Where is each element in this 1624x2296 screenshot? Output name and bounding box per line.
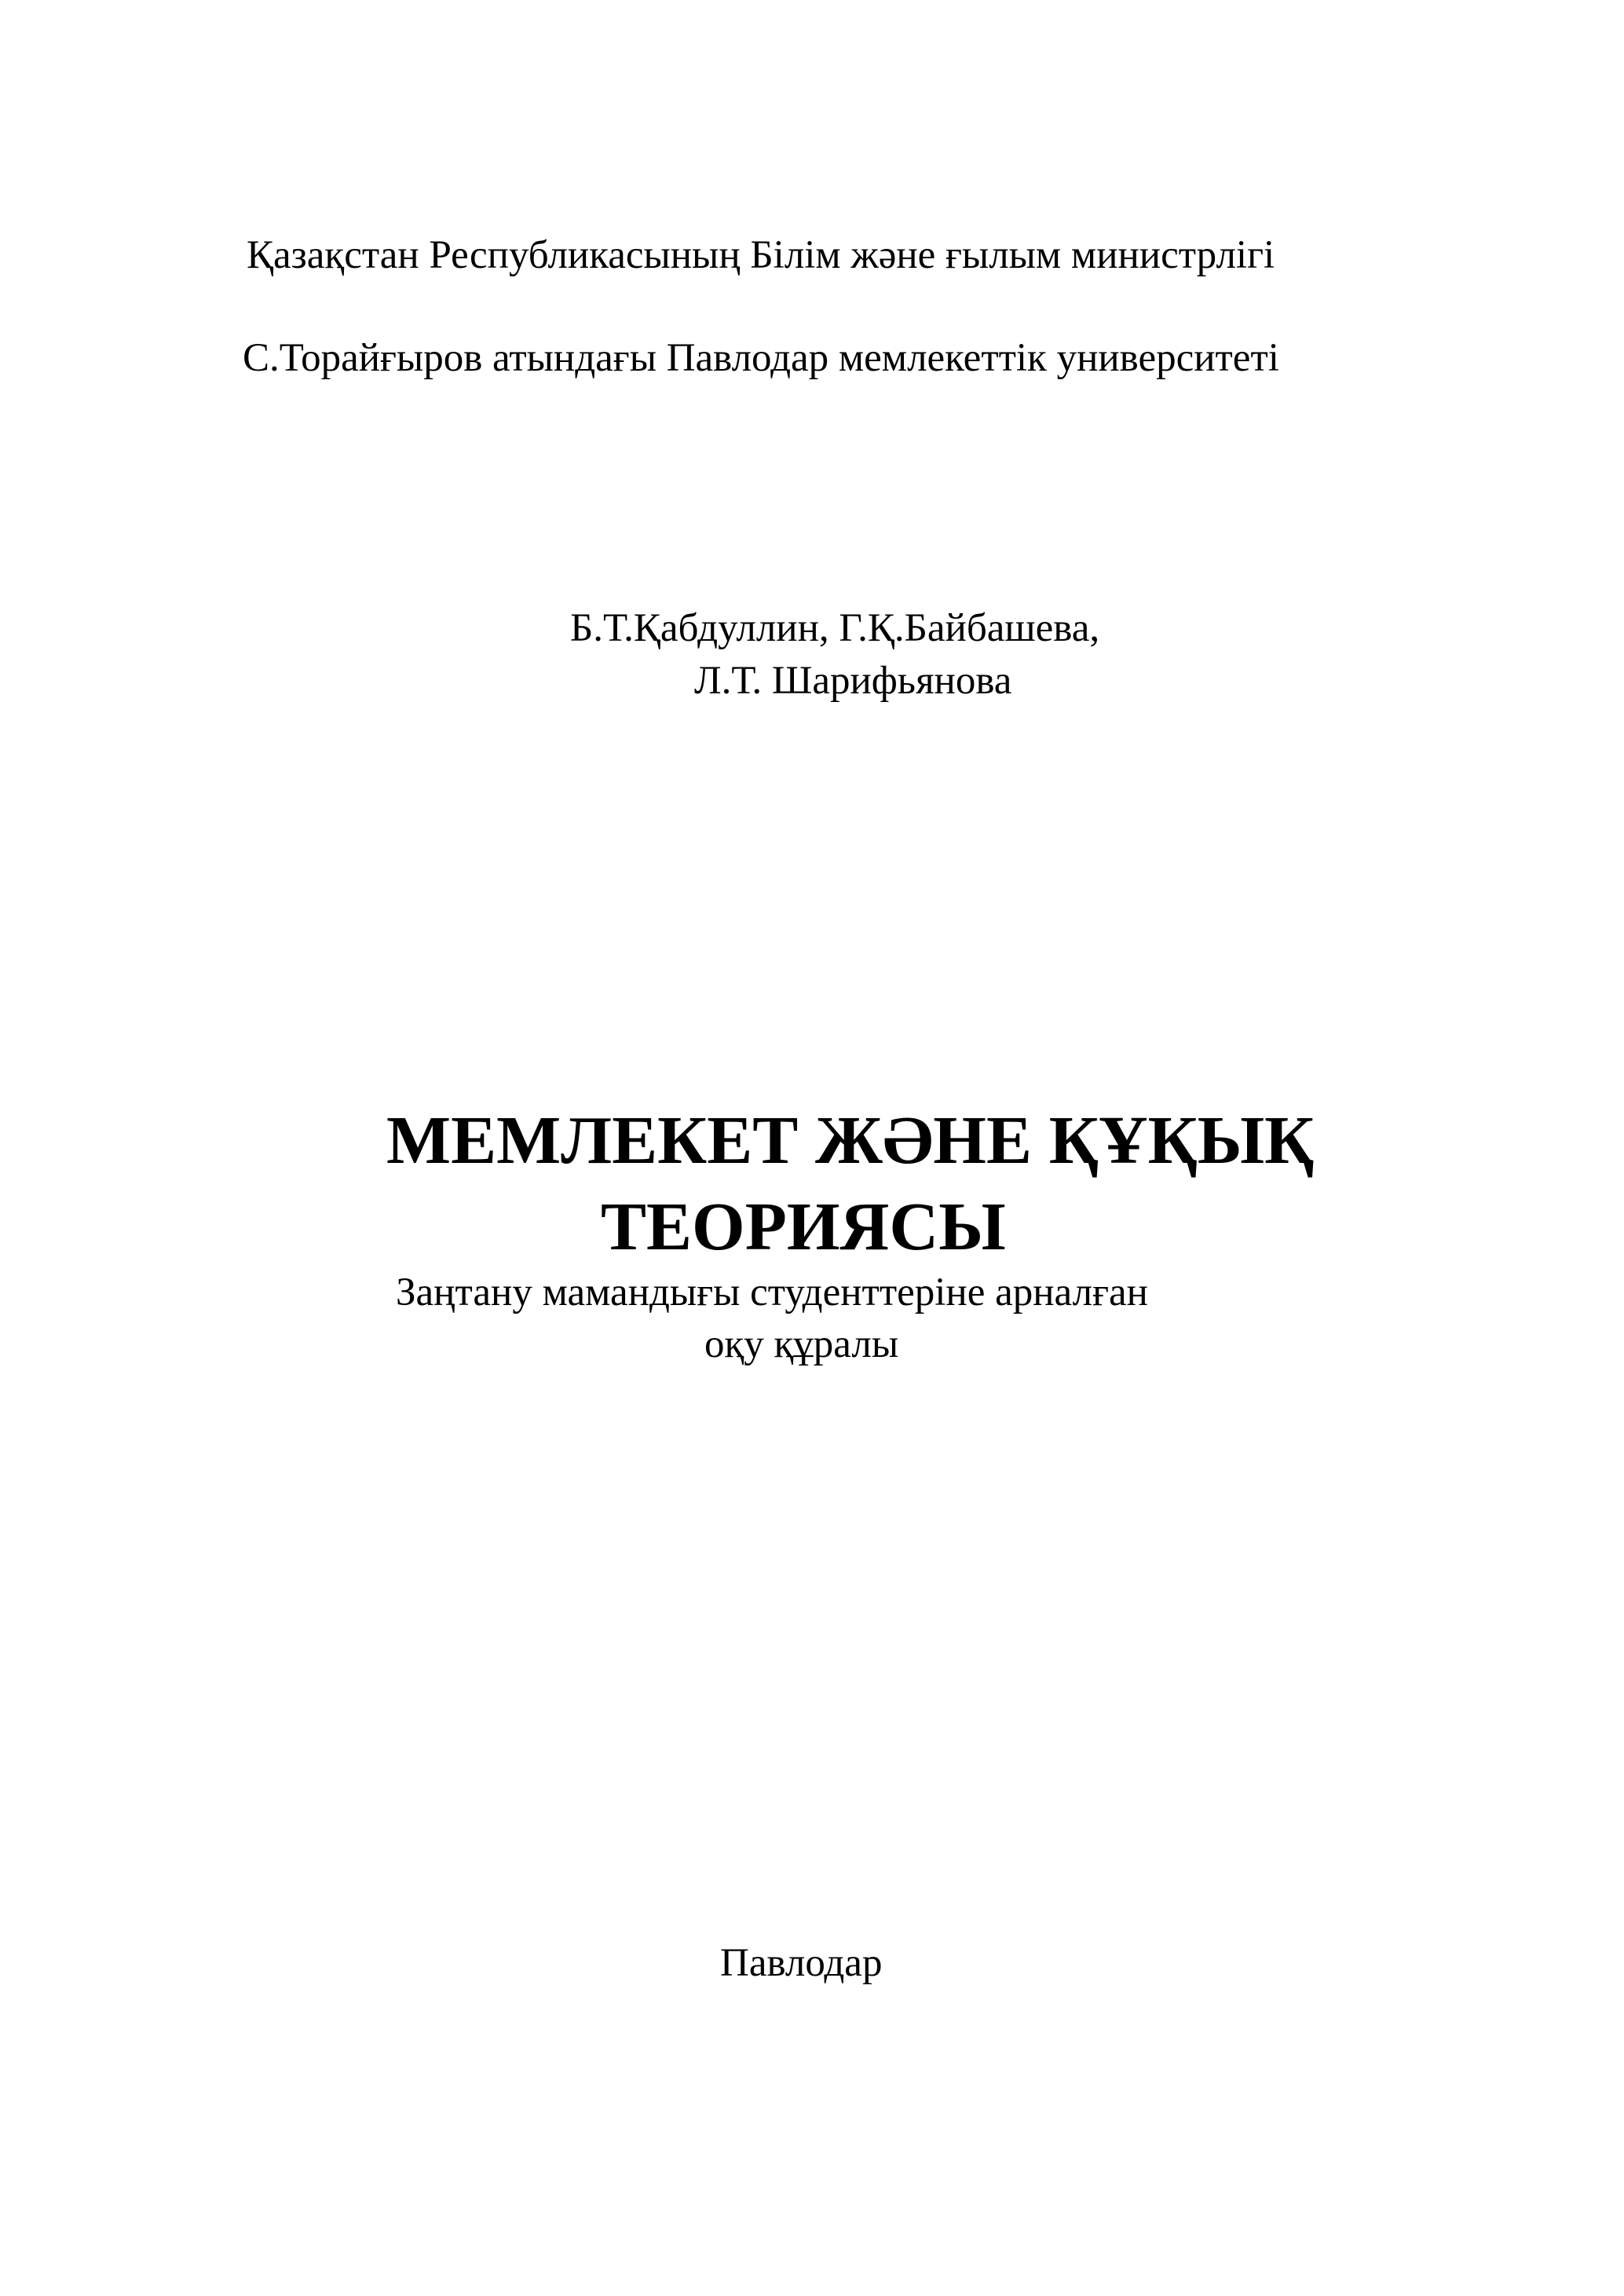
ministry-name: Қазақстан Республикасының Білім және ғылым министрлігі xyxy=(247,233,1275,277)
subtitle-line-1: Заңтану мамандығы студенттеріне арналған xyxy=(396,1270,1148,1314)
subtitle-line-2: оқу құралы xyxy=(704,1322,899,1366)
authors-line-2: Л.Т. Шарифьянова xyxy=(694,659,1012,703)
authors-line-1: Б.Т.Қабдуллин, Г.Қ.Байбашева, xyxy=(570,606,1100,650)
document-title-line-2: ТЕОРИЯСЫ xyxy=(601,1188,1006,1264)
document-title-line-1: МЕМЛЕКЕТ ЖӘНЕ ҚҰҚЫҚ xyxy=(386,1102,1315,1178)
university-name: С.Торайғыров атындағы Павлодар мемлекеттік университеті xyxy=(243,336,1279,380)
publication-city: Павлодар xyxy=(720,1941,883,1985)
